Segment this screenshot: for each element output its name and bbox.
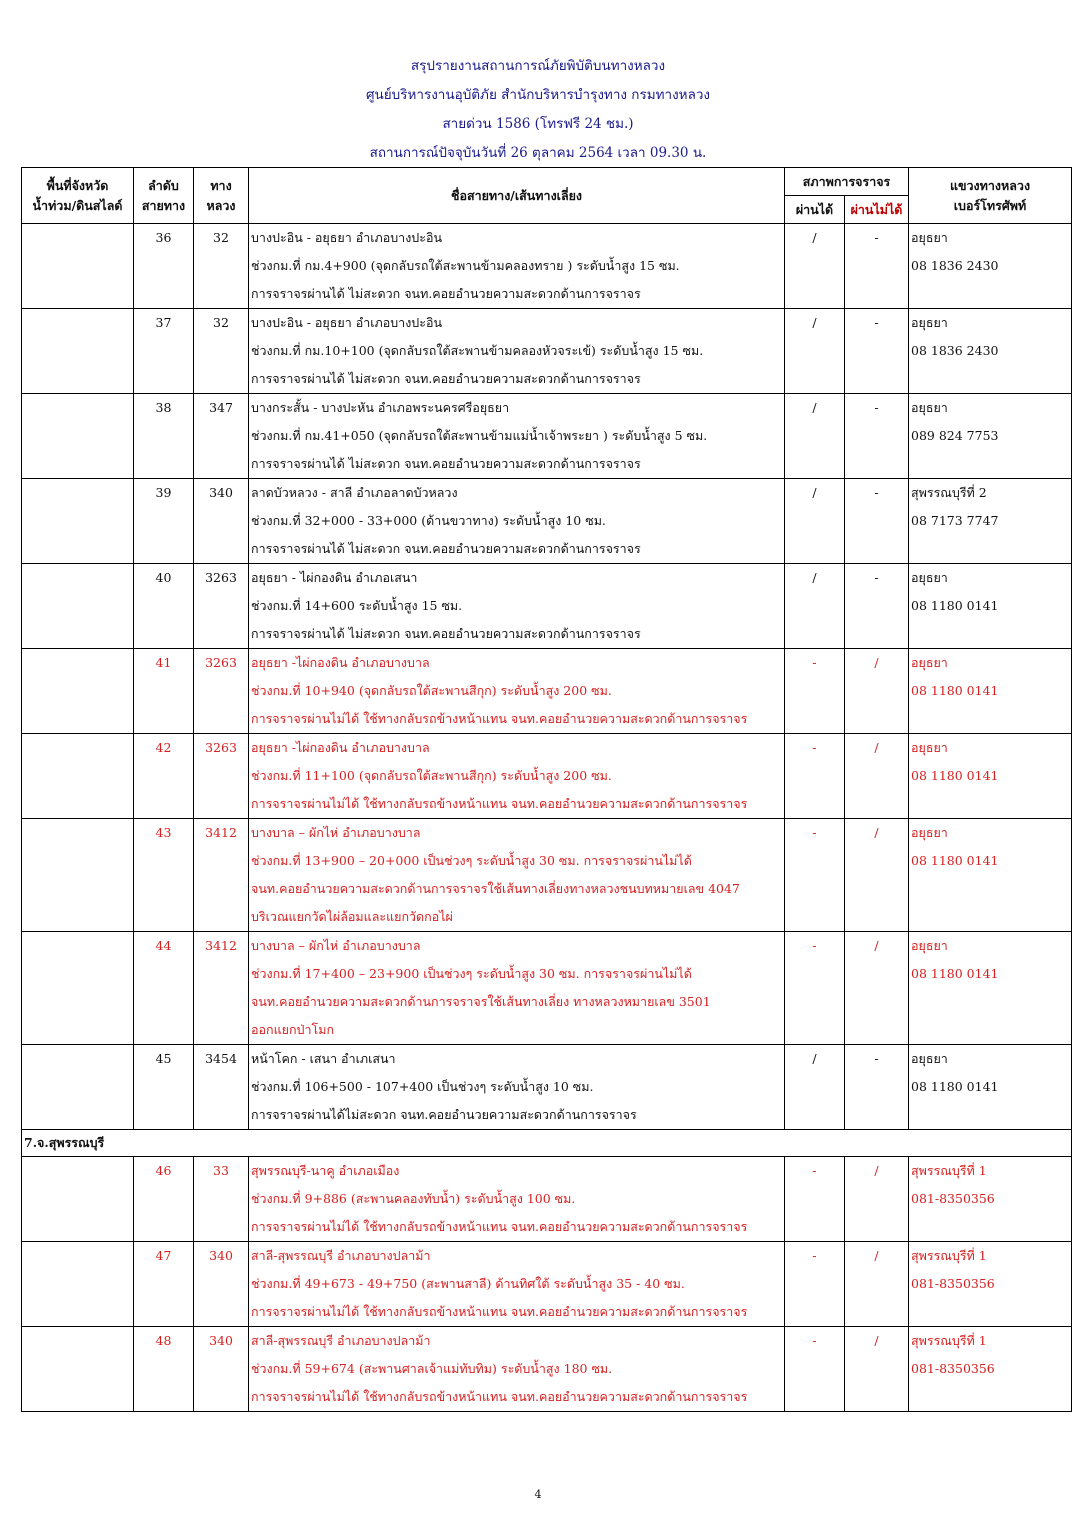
office-cell: [909, 1242, 1072, 1327]
office-name: อยุธยา: [911, 1051, 948, 1066]
table-row: [22, 1242, 1072, 1327]
route-section: ช่วงกม.ที่ 32+000 - 33+000 (ด้านขวาทาง) ระดับน้ำสูง 10 ซม.: [251, 513, 606, 528]
route-section: ช่วงกม.ที่ กม.4+900 (จุดกลับรถใต้สะพานข้ามคลองทราย ) ระดับน้ำสูง 15 ซม.: [251, 258, 680, 273]
route-section: ช่วงกม.ที่ 10+940 (จุดกลับรถใต้สะพานสีกุก) ระดับน้ำสูง 200 ซม.: [251, 683, 612, 698]
route-status-note: การจราจรผ่านได้ ไม่สะดวก จนท.คอยอำนวยความสะดวกด้านการจราจร: [251, 456, 641, 471]
province-label: 7.จ.สุพรรณบุรี: [22, 1130, 1072, 1157]
office-name: อยุธยา: [911, 400, 948, 415]
seq-cell: 39: [134, 479, 194, 564]
area-cell: [22, 224, 134, 309]
page-number: 4: [534, 1488, 542, 1501]
seq-cell: 44: [134, 932, 194, 1045]
office-cell: [909, 224, 1072, 309]
table-row: [22, 309, 1072, 394]
route-cell: [249, 1327, 785, 1412]
route-status-note: การจราจรผ่านได้ ไม่สะดวก จนท.คอยอำนวยความสะดวกด้านการจราจร: [251, 371, 641, 386]
table-row: [22, 1327, 1072, 1412]
route-extra-note: บริเวณแยกวัดไผ่ล้อมและแยกวัดกอไผ่: [251, 909, 453, 924]
highway-cell: 3263: [194, 734, 249, 819]
table-row: [22, 564, 1072, 649]
highway-cell: 340: [194, 479, 249, 564]
office-cell: [909, 734, 1072, 819]
area-cell: [22, 1045, 134, 1130]
col-header-seq: ลำดับ สายทาง: [134, 168, 194, 224]
pass-cell: -: [785, 1327, 845, 1412]
highway-cell: 3263: [194, 649, 249, 734]
route-status-note: การจราจรผ่านได้ ไม่สะดวก จนท.คอยอำนวยความสะดวกด้านการจราจร: [251, 286, 641, 301]
route-status-note: การจราจรผ่านไม่ได้ ใช้ทางกลับรถข้างหน้าแทน จนท.คอยอำนวยความสะดวกด้านการจราจร: [251, 1389, 748, 1404]
route-extra-note: ออกแยกป่าโมก: [251, 1022, 335, 1037]
route-status-note: การจราจรผ่านได้ไม่สะดวก จนท.คอยอำนวยความสะดวกด้านการจราจร: [251, 1107, 637, 1122]
seq-cell: 42: [134, 734, 194, 819]
highway-cell: 340: [194, 1327, 249, 1412]
route-name: อยุธยา -ไผ่กองดิน อำเภอบางบาล: [251, 740, 430, 755]
nopass-cell: -: [845, 1045, 909, 1130]
route-name: หน้าโคก - เสนา อำเภเสนา: [251, 1051, 396, 1066]
col-header-area: พื้นที่จังหวัด น้ำท่วม/ดินสไลด์: [22, 168, 134, 224]
disaster-table: [21, 167, 1072, 1412]
seq-cell: 48: [134, 1327, 194, 1412]
highway-cell: 340: [194, 1242, 249, 1327]
route-status-note: การจราจรผ่านไม่ได้ ใช้ทางกลับรถข้างหน้าแทน จนท.คอยอำนวยความสะดวกด้านการจราจร: [251, 1304, 748, 1319]
area-cell: [22, 564, 134, 649]
office-name: อยุธยา: [911, 655, 948, 670]
route-cell: [249, 932, 785, 1045]
office-name: อยุธยา: [911, 740, 948, 755]
route-status-note: จนท.คอยอำนวยความสะดวกด้านการจราจรใช้เส้นทางเลี่ยงทางหลวงชนบทหมายเลข 4047: [251, 881, 740, 896]
pass-cell: -: [785, 1157, 845, 1242]
seq-cell: 40: [134, 564, 194, 649]
area-cell: [22, 394, 134, 479]
highway-cell: 3412: [194, 819, 249, 932]
pass-cell: -: [785, 734, 845, 819]
highway-cell: 33: [194, 1157, 249, 1242]
pass-cell: /: [785, 564, 845, 649]
office-cell: [909, 394, 1072, 479]
route-cell: [249, 1242, 785, 1327]
report-title: สรุปรายงานสถานการณ์ภัยพิบัติบนทางหลวง: [410, 58, 666, 74]
pass-cell: /: [785, 309, 845, 394]
route-section: ช่วงกม.ที่ 59+674 (สะพานศาลเจ้าแม่ทับทิม) ระดับน้ำสูง 180 ซม.: [251, 1361, 613, 1376]
office-name: อยุธยา: [911, 315, 948, 330]
route-status-note: การจราจรผ่านไม่ได้ ใช้ทางกลับรถข้างหน้าแทน จนท.คอยอำนวยความสะดวกด้านการจราจร: [251, 711, 748, 726]
seq-cell: 45: [134, 1045, 194, 1130]
highway-cell: 3454: [194, 1045, 249, 1130]
pass-cell: -: [785, 1242, 845, 1327]
col-header-nopass: ผ่านไม่ได้: [845, 196, 909, 224]
office-phone: 08 1180 0141: [911, 966, 999, 981]
route-status-note: จนท.คอยอำนวยความสะดวกด้านการจราจรใช้เส้นทางเลี่ยง ทางหลวงหมายเลข 3501: [251, 994, 711, 1009]
report-agency: ศูนย์บริหารงานอุบัติภัย สำนักบริหารบำรุงทาง กรมทางหลวง: [365, 87, 711, 103]
office-name: สุพรรณบุรีที่ 1: [911, 1248, 987, 1263]
office-phone: 081-8350356: [911, 1191, 995, 1206]
route-section: ช่วงกม.ที่ 9+886 (สะพานคลองทับน้ำ) ระดับน้ำสูง 100 ซม.: [251, 1191, 576, 1206]
seq-cell: 47: [134, 1242, 194, 1327]
nopass-cell: /: [845, 1157, 909, 1242]
nopass-cell: /: [845, 734, 909, 819]
route-section: ช่วงกม.ที่ 49+673 - 49+750 (สะพานสาลี) ด้านทิศใต้ ระดับน้ำสูง 35 - 40 ซม.: [251, 1276, 685, 1291]
office-phone: 08 1180 0141: [911, 768, 999, 783]
office-cell: [909, 649, 1072, 734]
pass-cell: -: [785, 819, 845, 932]
highway-cell: 3263: [194, 564, 249, 649]
office-cell: [909, 932, 1072, 1045]
route-cell: [249, 479, 785, 564]
area-cell: [22, 1157, 134, 1242]
route-cell: [249, 224, 785, 309]
col-header-traffic: สภาพการจราจร: [785, 168, 909, 196]
office-phone: 08 1836 2430: [911, 343, 999, 358]
nopass-cell: /: [845, 819, 909, 932]
route-name: บางปะอิน - อยุธยา อำเภอบางปะอิน: [251, 315, 443, 330]
nopass-cell: /: [845, 1242, 909, 1327]
pass-cell: /: [785, 1045, 845, 1130]
route-cell: [249, 649, 785, 734]
table-row: [22, 224, 1072, 309]
nopass-cell: -: [845, 564, 909, 649]
table-row: [22, 734, 1072, 819]
route-name: บางบาล – ผักไห่ อำเภอบางบาล: [251, 938, 421, 953]
route-name: บางกระสั้น - บางปะหัน อำเภอพระนครศรีอยุธยา: [251, 400, 510, 415]
office-phone: 08 1180 0141: [911, 853, 999, 868]
report-hotline: สายด่วน 1586 (โทรฟรี 24 ชม.): [442, 116, 634, 132]
route-cell: [249, 564, 785, 649]
table-row: [22, 479, 1072, 564]
pass-cell: /: [785, 224, 845, 309]
office-cell: [909, 1157, 1072, 1242]
province-row: [22, 1130, 1072, 1157]
table-row: [22, 932, 1072, 1045]
office-phone: 08 7173 7747: [911, 513, 999, 528]
pass-cell: -: [785, 649, 845, 734]
route-name: บางปะอิน - อยุธยา อำเภอบางปะอิน: [251, 230, 443, 245]
nopass-cell: /: [845, 649, 909, 734]
area-cell: [22, 1327, 134, 1412]
office-phone: 089 824 7753: [911, 428, 999, 443]
seq-cell: 43: [134, 819, 194, 932]
route-status-note: การจราจรผ่านไม่ได้ ใช้ทางกลับรถข้างหน้าแทน จนท.คอยอำนวยความสะดวกด้านการจราจร: [251, 796, 748, 811]
seq-cell: 36: [134, 224, 194, 309]
office-name: อยุธยา: [911, 938, 948, 953]
area-cell: [22, 649, 134, 734]
route-section: ช่วงกม.ที่ 14+600 ระดับน้ำสูง 15 ซม.: [251, 598, 463, 613]
route-status-note: การจราจรผ่านได้ ไม่สะดวก จนท.คอยอำนวยความสะดวกด้านการจราจร: [251, 541, 641, 556]
route-name: อยุธยา -ไผ่กองดิน อำเภอบางบาล: [251, 655, 430, 670]
seq-cell: 37: [134, 309, 194, 394]
highway-cell: 32: [194, 224, 249, 309]
nopass-cell: -: [845, 394, 909, 479]
route-cell: [249, 734, 785, 819]
route-name: สาลี-สุพรรณบุรี อำเภอบางปลาม้า: [251, 1333, 431, 1348]
report-header: [0, 52, 1076, 168]
pass-cell: /: [785, 479, 845, 564]
office-phone: 08 1180 0141: [911, 598, 999, 613]
route-section: ช่วงกม.ที่ 17+400 – 23+900 เป็นช่วงๆ ระดับน้ำสูง 30 ซม. การจราจรผ่านไม่ได้: [251, 966, 692, 981]
nopass-cell: /: [845, 932, 909, 1045]
route-name: สุพรรณบุรี-นาคู อำเภอเมือง: [251, 1163, 400, 1178]
route-cell: [249, 819, 785, 932]
area-cell: [22, 1242, 134, 1327]
col-header-office: แขวงทางหลวง เบอร์โทรศัพท์: [909, 168, 1072, 224]
report-datetime: สถานการณ์ปัจจุบันวันที่ 26 ตุลาคม 2564 เวลา 09.30 น.: [369, 145, 707, 161]
seq-cell: 46: [134, 1157, 194, 1242]
table-row: [22, 1157, 1072, 1242]
nopass-cell: -: [845, 309, 909, 394]
area-cell: [22, 819, 134, 932]
route-status-note: การจราจรผ่านได้ ไม่สะดวก จนท.คอยอำนวยความสะดวกด้านการจราจร: [251, 626, 641, 641]
table-row: [22, 394, 1072, 479]
table-row: [22, 649, 1072, 734]
route-section: ช่วงกม.ที่ 11+100 (จุดกลับรถใต้สะพานสีกุก) ระดับน้ำสูง 200 ซม.: [251, 768, 612, 783]
route-section: ช่วงกม.ที่ 13+900 – 20+000 เป็นช่วงๆ ระดับน้ำสูง 30 ซม. การจราจรผ่านไม่ได้: [251, 853, 692, 868]
office-cell: [909, 564, 1072, 649]
route-name: บางบาล – ผักไห่ อำเภอบางบาล: [251, 825, 421, 840]
nopass-cell: /: [845, 1327, 909, 1412]
pass-cell: -: [785, 932, 845, 1045]
route-status-note: การจราจรผ่านไม่ได้ ใช้ทางกลับรถข้างหน้าแทน จนท.คอยอำนวยความสะดวกด้านการจราจร: [251, 1219, 748, 1234]
pass-cell: /: [785, 394, 845, 479]
route-cell: [249, 1045, 785, 1130]
col-header-highway: ทาง หลวง: [194, 168, 249, 224]
route-name: สาลี-สุพรรณบุรี อำเภอบางปลาม้า: [251, 1248, 431, 1263]
route-cell: [249, 309, 785, 394]
highway-cell: 3412: [194, 932, 249, 1045]
office-cell: [909, 479, 1072, 564]
route-section: ช่วงกม.ที่ 106+500 - 107+400 เป็นช่วงๆ ระดับน้ำสูง 10 ซม.: [251, 1079, 594, 1094]
office-cell: [909, 1327, 1072, 1412]
office-name: สุพรรณบุรีที่ 2: [911, 485, 987, 500]
office-phone: 08 1180 0141: [911, 683, 999, 698]
office-cell: [909, 1045, 1072, 1130]
office-phone: 081-8350356: [911, 1276, 995, 1291]
area-cell: [22, 309, 134, 394]
office-name: สุพรรณบุรีที่ 1: [911, 1163, 987, 1178]
route-name: อยุธยา - ไผ่กองดิน อำเภอเสนา: [251, 570, 418, 585]
office-phone: 08 1836 2430: [911, 258, 999, 273]
table-row: [22, 819, 1072, 932]
highway-cell: 32: [194, 309, 249, 394]
route-section: ช่วงกม.ที่ กม.10+100 (จุดกลับรถใต้สะพานข้ามคลองหัวจระเข้) ระดับน้ำสูง 15 ซม.: [251, 343, 704, 358]
seq-cell: 38: [134, 394, 194, 479]
office-phone: 08 1180 0141: [911, 1079, 999, 1094]
office-cell: [909, 309, 1072, 394]
route-section: ช่วงกม.ที่ กม.41+050 (จุดกลับรถใต้สะพานข้ามแม่น้ำเจ้าพระยา ) ระดับน้ำสูง 5 ซม.: [251, 428, 708, 443]
office-name: อยุธยา: [911, 825, 948, 840]
route-cell: [249, 1157, 785, 1242]
col-header-pass: ผ่านได้: [785, 196, 845, 224]
office-phone: 081-8350356: [911, 1361, 995, 1376]
area-cell: [22, 734, 134, 819]
nopass-cell: -: [845, 224, 909, 309]
area-cell: [22, 479, 134, 564]
route-cell: [249, 394, 785, 479]
office-name: สุพรรณบุรีที่ 1: [911, 1333, 987, 1348]
nopass-cell: -: [845, 479, 909, 564]
table-row: [22, 1045, 1072, 1130]
office-name: อยุธยา: [911, 570, 948, 585]
route-name: ลาดบัวหลวง - สาลี อำเภอลาดบัวหลวง: [251, 485, 458, 500]
seq-cell: 41: [134, 649, 194, 734]
col-header-route: ชื่อสายทาง/เส้นทางเลี่ยง: [249, 168, 785, 224]
highway-cell: 347: [194, 394, 249, 479]
office-name: อยุธยา: [911, 230, 948, 245]
office-cell: [909, 819, 1072, 932]
area-cell: [22, 932, 134, 1045]
